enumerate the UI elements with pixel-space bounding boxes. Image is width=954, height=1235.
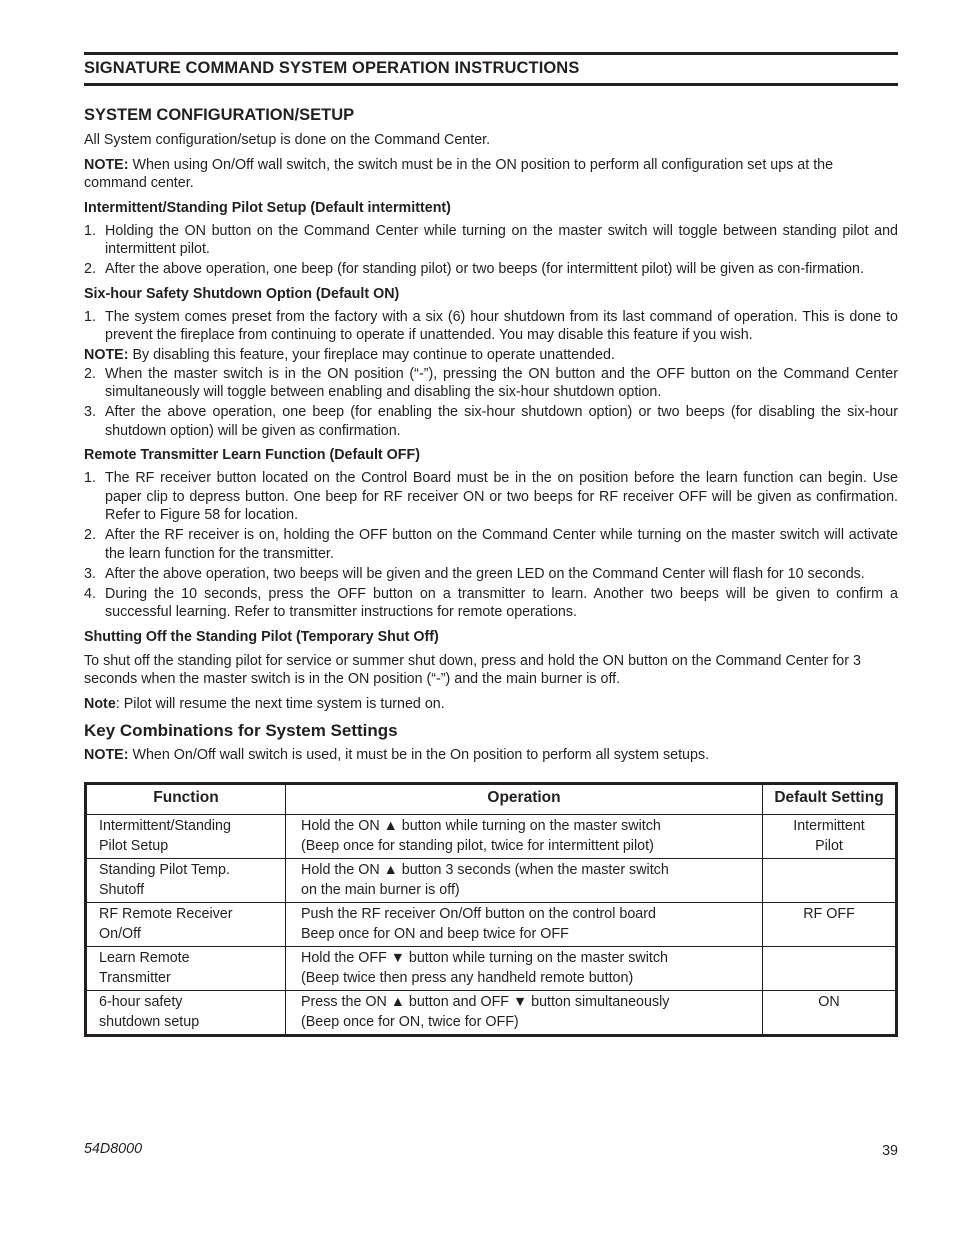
- cell-line: On/Off: [99, 926, 141, 942]
- list-item: [84, 526, 898, 563]
- shutdown-note: [84, 346, 898, 365]
- cell-line: Push the RF receiver On/Off button on the control board: [301, 905, 656, 922]
- cell-default: [763, 902, 897, 946]
- pilot-steps: [84, 222, 898, 279]
- cell-function: [86, 902, 286, 946]
- step-text: After the above operation, one beep (for enabling the six-hour shutdown option) or two beeps (for disabling the six-hour shutdown option) will be given as confirmation.: [105, 404, 898, 439]
- step-text: After the RF receiver is on, holding the OFF button on the Command Center while turning on the master switch will activate the learn function for the transmitter.: [105, 527, 898, 562]
- page-number: 39: [882, 1143, 898, 1159]
- column-header-function: Function: [86, 783, 286, 814]
- step-text: The system comes preset from the factory with a six (6) hour shutdown from its last command of operation. This is done to prevent the fireplace from continuing to operate if unattended. You may disable this feature if you wish.: [105, 308, 898, 343]
- step-text: During the 10 seconds, press the OFF button on a transmitter to learn. Another two beeps will be given to confirm a successful learning. Refer to transmitter instructions for remote operations.: [105, 585, 898, 620]
- document-code: 54D8000: [84, 1141, 143, 1157]
- standing-text: To shut off the standing pilot for service or summer shut down, press and hold the ON button on the Command Center for 3 seconds when the master switch is in the ON position (“-”) and the main burner is off.: [84, 652, 861, 687]
- cell-function: [86, 990, 286, 1035]
- cell-line: Standing Pilot Temp.: [99, 861, 230, 878]
- note-label: Note: [84, 695, 116, 712]
- shutdown-steps-b: [84, 365, 898, 441]
- cell-line: RF Remote Receiver: [99, 905, 233, 922]
- cell-line: Transmitter: [99, 970, 171, 986]
- step-number: 2.: [84, 365, 96, 382]
- step-text: After the above operation, two beeps will be given and the green LED on the Command Center will flash for 10 seconds.: [105, 565, 865, 582]
- cell-operation: [286, 858, 763, 902]
- list-item: [84, 585, 898, 622]
- cell-function: [86, 858, 286, 902]
- cell-function: [86, 814, 286, 858]
- key-combinations-table: [84, 782, 898, 1037]
- list-item: [84, 222, 898, 259]
- cell-operation: [286, 814, 763, 858]
- step-text: After the above operation, one beep (for standing pilot) or two beeps (for intermittent pilot) will be given as con-firmation.: [105, 261, 864, 277]
- step-number: 1.: [84, 470, 96, 486]
- list-item: [84, 365, 898, 402]
- cell-line: Hold the ON ▲ button while turning on the master switch: [301, 817, 661, 834]
- page-header-title: SIGNATURE COMMAND SYSTEM OPERATION INSTRUCTIONS: [84, 59, 580, 77]
- shutdown-steps-a: [84, 308, 898, 345]
- cell-line: Intermittent/Standing: [99, 817, 231, 834]
- cell-line: Beep once for ON and beep twice for OFF: [301, 926, 569, 942]
- cell-default: [763, 858, 897, 902]
- cell-operation: [286, 902, 763, 946]
- cell-line: Hold the OFF ▼ button while turning on the master switch: [301, 949, 668, 966]
- cell-default: [763, 990, 897, 1035]
- page-content: [84, 52, 898, 1037]
- note-text: : Pilot will resume the next time system is turned on.: [115, 695, 445, 712]
- cell-line: Intermittent: [793, 817, 865, 834]
- remote-subheading: Remote Transmitter Learn Function (Default OFF): [84, 447, 421, 463]
- note-text: By disabling this feature, your fireplace may continue to operate unattended.: [128, 347, 615, 363]
- section-title: SYSTEM CONFIGURATION/SETUP: [84, 106, 355, 124]
- cell-line: Pilot Setup: [99, 838, 169, 854]
- column-header-default: Default Setting: [763, 783, 897, 814]
- cell-default: [763, 814, 897, 858]
- step-number: 2.: [84, 261, 96, 277]
- cell-line: on the main burner is off): [301, 882, 460, 898]
- table-row: [86, 902, 897, 946]
- list-item: [84, 260, 898, 279]
- cell-line: RF OFF: [803, 905, 855, 922]
- key-combinations-note: [84, 746, 898, 765]
- cell-operation: [286, 990, 763, 1035]
- section-note: [84, 156, 898, 193]
- list-item: [84, 565, 898, 584]
- step-number: 1.: [84, 222, 96, 239]
- cell-line: (Beep once for ON, twice for OFF): [301, 1014, 519, 1030]
- list-item: [84, 403, 898, 440]
- step-number: 1.: [84, 308, 96, 325]
- cell-function: [86, 946, 286, 990]
- cell-line: Learn Remote: [99, 949, 190, 966]
- standing-subheading: Shutting Off the Standing Pilot (Temporary Shut Off): [84, 628, 439, 645]
- column-header-operation: Operation: [286, 783, 763, 814]
- key-combinations-heading: Key Combinations for System Settings: [84, 721, 398, 740]
- note-text: When On/Off wall switch is used, it must be in the On position to perform all system setups.: [128, 747, 710, 763]
- shutdown-subheading: Six-hour Safety Shutdown Option (Default ON): [84, 285, 400, 302]
- list-item: [84, 308, 898, 345]
- table-row: [86, 858, 897, 902]
- note-label: NOTE:: [84, 347, 129, 363]
- list-item: [84, 469, 898, 525]
- table-header-row: [86, 783, 897, 814]
- step-text: Holding the ON button on the Command Center while turning on the master switch will toggle between standing pilot and intermittent pilot.: [105, 222, 898, 257]
- cell-line: 6-hour safety: [99, 993, 183, 1010]
- cell-line: Shutoff: [99, 882, 145, 898]
- step-text: When the master switch is in the ON position (“-”), pressing the ON button and the OFF button on the Command Center simultaneously will toggle between enabling and disabling the six-hour shutdown option.: [105, 365, 898, 400]
- step-number: 3.: [84, 565, 96, 582]
- standing-note: [84, 695, 898, 714]
- cell-line: Pilot: [815, 838, 843, 854]
- step-text: The RF receiver button located on the Control Board must be in the on position before the learn function can begin. Use paper clip to depress button. One beep for RF receiver ON or two beeps for RF receiver OFF will be given as confirmation. Refer to Figure 58 for location.: [105, 470, 898, 523]
- remote-steps: [84, 469, 898, 622]
- header-bar: [84, 52, 898, 86]
- table-row: [86, 814, 897, 858]
- note-label: NOTE:: [84, 747, 129, 763]
- table-row: [86, 990, 897, 1035]
- step-number: 2.: [84, 527, 96, 543]
- section-intro: All System configuration/setup is done on the Command Center.: [84, 132, 491, 148]
- note-label: NOTE:: [84, 156, 129, 173]
- cell-line: (Beep twice then press any handheld remote button): [301, 970, 634, 986]
- note-text: When using On/Off wall switch, the switch must be in the ON position to perform all configuration set ups at the command center.: [84, 156, 834, 191]
- cell-operation: [286, 946, 763, 990]
- cell-line: shutdown setup: [99, 1014, 200, 1030]
- cell-line: Press the ON ▲ button and OFF ▼ button simultaneously: [301, 993, 670, 1010]
- step-number: 3.: [84, 404, 96, 420]
- table-row: [86, 946, 897, 990]
- step-number: 4.: [84, 585, 96, 602]
- cell-line: (Beep once for standing pilot, twice for intermittent pilot): [301, 838, 654, 854]
- pilot-subheading: Intermittent/Standing Pilot Setup (Default intermittent): [84, 199, 451, 216]
- cell-default: [763, 946, 897, 990]
- cell-line: Hold the ON ▲ button 3 seconds (when the master switch: [301, 861, 669, 878]
- cell-line: ON: [818, 993, 840, 1010]
